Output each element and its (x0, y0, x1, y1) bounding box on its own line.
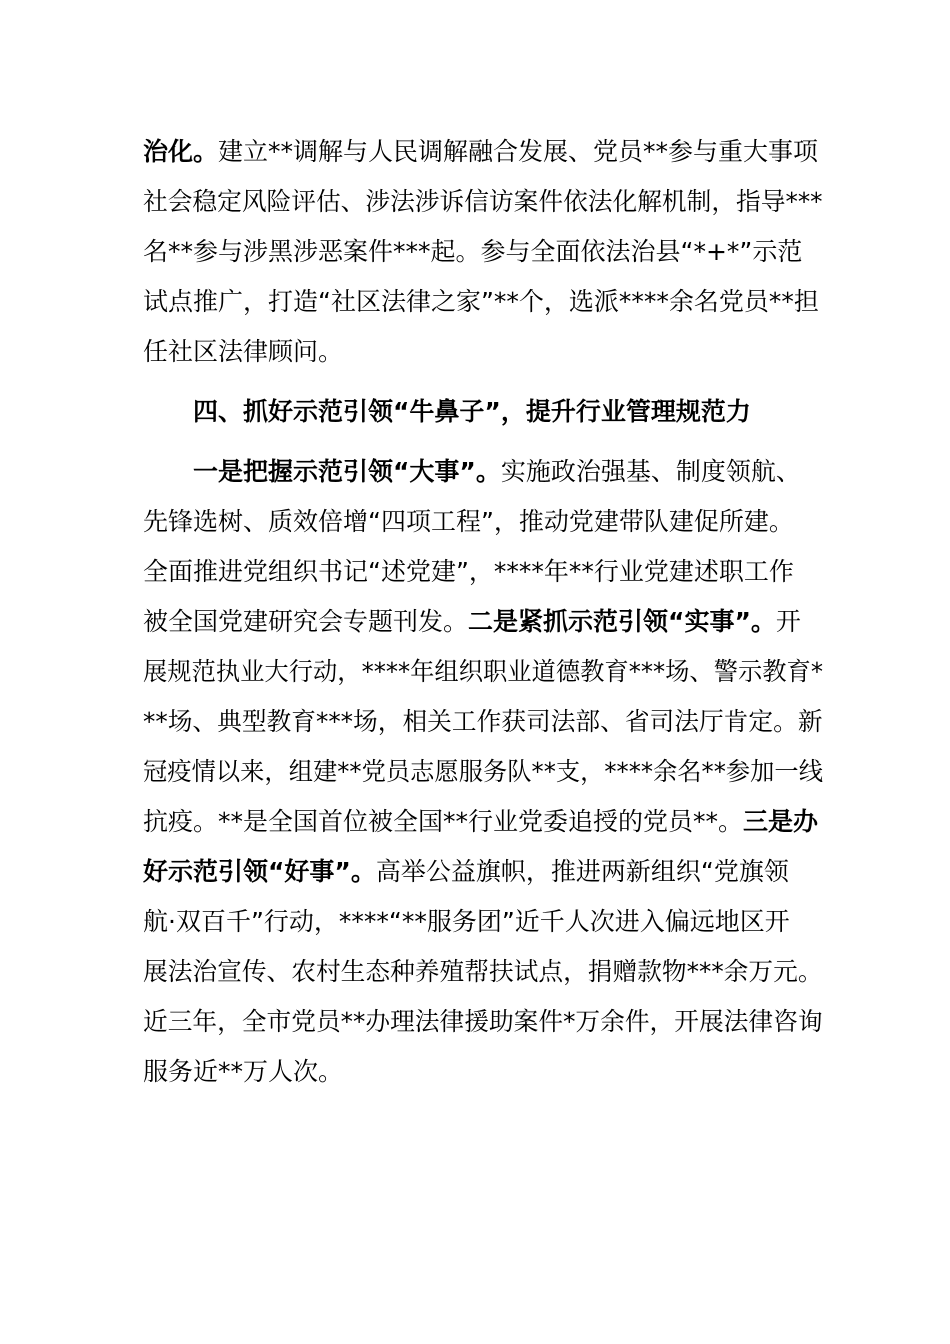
bold-phrase: 三是办 (743, 807, 819, 836)
text-run: 社会稳定风险评估、涉法涉诉信访案件依法化解机制，指导*** (143, 187, 823, 216)
bold-phrase: 好示范引领“好事”。 (143, 857, 376, 886)
text-line (143, 647, 823, 697)
text-line (143, 847, 789, 897)
text-run: 展法治宣传、农村生态种养殖帮扶试点，捐赠款物***余万元。 (143, 957, 823, 986)
text-line (143, 747, 823, 797)
text-line (143, 547, 794, 597)
text-run: **场、典型教育***场，相关工作获司法部、省司法厅肯定。新 (143, 707, 823, 736)
text-line (143, 897, 790, 947)
text-line (143, 227, 802, 277)
text-run: 全面推进党组织书记“述党建”，****年**行业党建述职工作 (143, 557, 794, 586)
bold-phrase: 二是紧抓示范引领“实事”。 (468, 607, 776, 636)
text-line (143, 177, 823, 227)
text-line (143, 947, 823, 997)
text-run: 近三年，全市党员**办理法律援助案件*万余件，开展法律咨询 (143, 1007, 823, 1036)
bold-phrase: 治化。 (143, 137, 219, 166)
bold-phrase: 一是把握示范引领“大事”。 (193, 457, 501, 486)
text-run: 建立**调解与人民调解融合发展、党员**参与重大事项 (218, 137, 819, 166)
section-heading: 四、抓好示范引领“牛鼻子”，提升行业管理规范力 (193, 397, 751, 426)
text-line (143, 327, 343, 377)
text-run: 先锋选树、质效倍增“四项工程”，推动党建带队建促所建。 (143, 507, 794, 536)
text-line (143, 127, 818, 177)
text-run: 名**参与涉黑涉恶案件***起。参与全面依法治县“*+*”示范 (143, 237, 803, 266)
text-run: 高举公益旗帜，推进两新组织“党旗领 (375, 857, 789, 886)
text-line (143, 497, 794, 547)
text-run: 服务近**万人次。 (143, 1057, 344, 1086)
text-line (143, 277, 819, 327)
text-run: 展规范执业大行动，****年组织职业道德教育***场、警示教育* (143, 657, 823, 686)
text-run: 冠疫情以来，组建**党员志愿服务队**支，****余名**参加一线 (143, 757, 823, 786)
text-run: 试点推广，打造“社区法律之家”**个，选派****余名党员**担 (143, 287, 819, 316)
text-line (143, 997, 823, 1047)
text-run: 任社区法律顾问。 (143, 337, 344, 366)
text-line (143, 797, 818, 847)
text-run: 航·双百千”行动，****“**服务团”近千人次进入偏远地区开 (143, 907, 790, 936)
text-run: 开 (775, 607, 801, 636)
text-line (143, 597, 801, 647)
text-run: 实施政治强基、制度领航、 (500, 457, 801, 486)
text-run: 抗疫。**是全国首位被全国**行业党委追授的党员**。 (143, 807, 744, 836)
text-line (143, 1047, 343, 1097)
text-line (193, 447, 801, 497)
text-run: 被全国党建研究会专题刊发。 (143, 607, 469, 636)
text-line (143, 697, 823, 747)
